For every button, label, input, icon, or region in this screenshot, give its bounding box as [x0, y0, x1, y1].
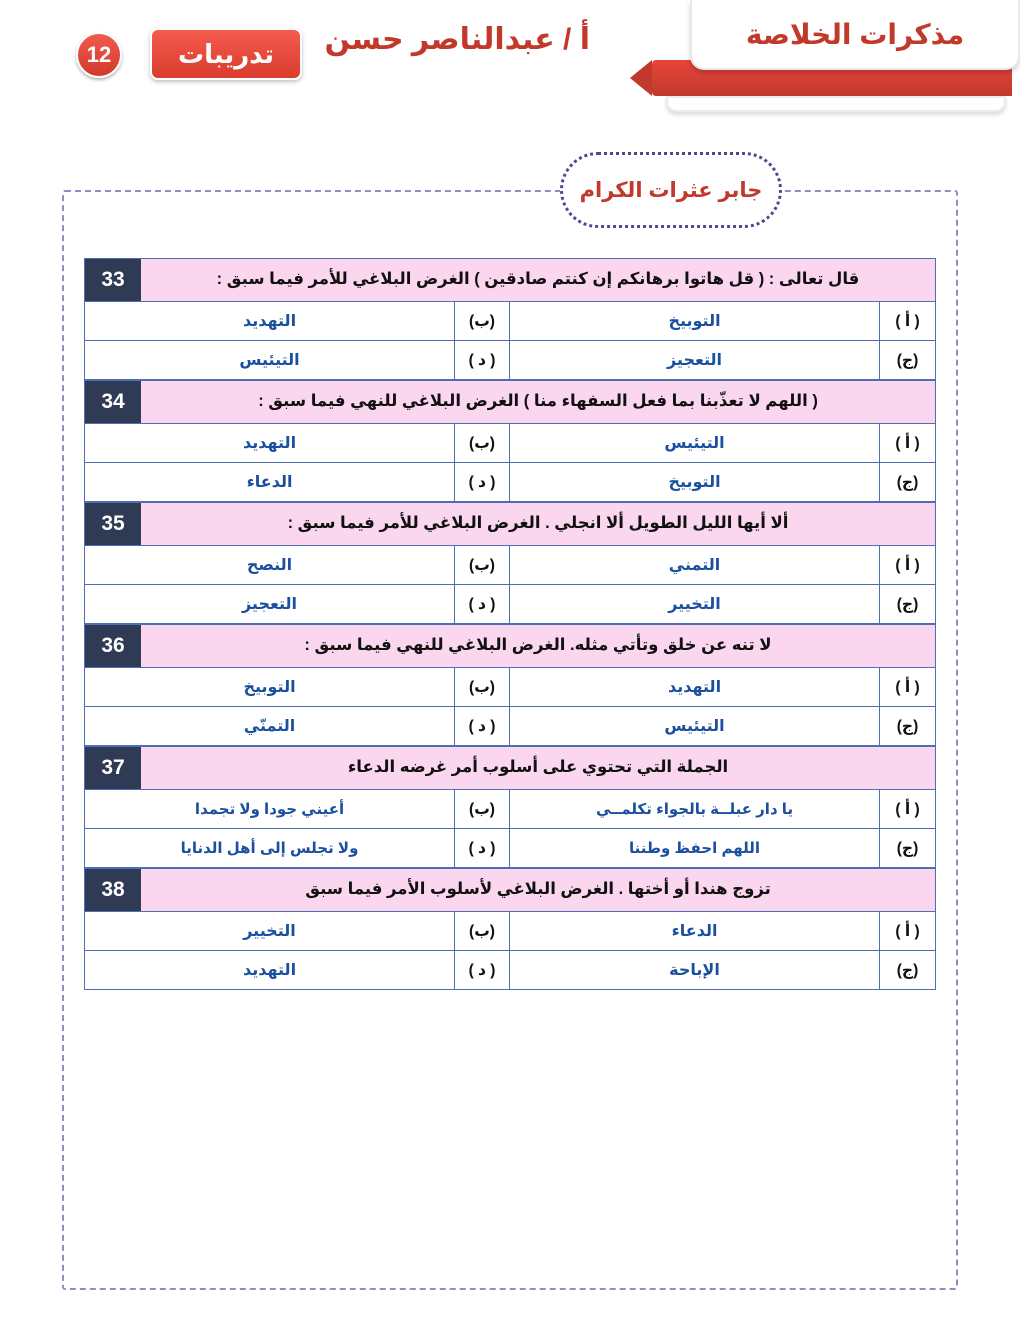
option-b[interactable] — [85, 668, 510, 706]
option-letter: (ب) — [454, 912, 510, 950]
question-header — [84, 502, 936, 545]
option-row — [84, 545, 936, 584]
option-row — [84, 423, 936, 462]
brand-ribbon — [600, 0, 1020, 118]
option-letter: (ب) — [454, 424, 510, 462]
option-c[interactable] — [510, 829, 935, 867]
option-letter: ( د ) — [454, 707, 510, 745]
option-letter: ( أ ) — [879, 302, 935, 340]
question-block — [84, 868, 936, 990]
option-letter: ( د ) — [454, 585, 510, 623]
option-row — [84, 789, 936, 828]
option-letter: ( د ) — [454, 341, 510, 379]
option-text: الدعاء — [510, 912, 879, 950]
option-d[interactable] — [85, 829, 510, 867]
option-text: التعجيز — [510, 341, 879, 379]
question-number: 35 — [85, 503, 141, 545]
questions-table — [84, 258, 936, 990]
option-c[interactable] — [510, 585, 935, 623]
option-text: التخيير — [510, 585, 879, 623]
option-b[interactable] — [85, 790, 510, 828]
option-row — [84, 950, 936, 990]
option-letter: ( د ) — [454, 829, 510, 867]
option-text: التيئيس — [510, 707, 879, 745]
question-block — [84, 380, 936, 502]
option-text: التهديد — [85, 951, 454, 989]
option-row — [84, 584, 936, 624]
option-text: التمنّي — [85, 707, 454, 745]
option-text: التيئيس — [85, 341, 454, 379]
option-c[interactable] — [510, 951, 935, 989]
option-d[interactable] — [85, 463, 510, 501]
option-letter: (ج) — [879, 341, 935, 379]
option-d[interactable] — [85, 585, 510, 623]
option-a[interactable] — [510, 668, 935, 706]
question-text: ( اللهم لا تعذّبنا بما فعل السفهاء منا ) الغرض البلاغي للنهي فيما سبق : — [141, 381, 935, 423]
option-text: يا دار عبلــة بالجواء تكلمــي — [510, 790, 879, 828]
option-letter: (ب) — [454, 302, 510, 340]
option-letter: ( أ ) — [879, 546, 935, 584]
option-a[interactable] — [510, 302, 935, 340]
option-letter: (ب) — [454, 790, 510, 828]
option-text: النصح — [85, 546, 454, 584]
option-letter: (ج) — [879, 707, 935, 745]
option-text: التهديد — [510, 668, 879, 706]
question-block — [84, 624, 936, 746]
option-text: التوبيخ — [510, 463, 879, 501]
option-text: التعجيز — [85, 585, 454, 623]
option-text: التخيير — [85, 912, 454, 950]
option-letter: (ج) — [879, 585, 935, 623]
question-number: 37 — [85, 747, 141, 789]
exercises-badge — [150, 28, 302, 80]
option-text: أعيني جودا ولا تجمدا — [85, 790, 454, 828]
option-row — [84, 706, 936, 746]
option-letter: ( د ) — [454, 951, 510, 989]
option-row — [84, 828, 936, 868]
question-number: 34 — [85, 381, 141, 423]
option-letter: (ب) — [454, 546, 510, 584]
option-letter: ( أ ) — [879, 790, 935, 828]
option-a[interactable] — [510, 912, 935, 950]
option-text: الدعاء — [85, 463, 454, 501]
option-c[interactable] — [510, 463, 935, 501]
option-letter: ( أ ) — [879, 424, 935, 462]
option-text: الإباحة — [510, 951, 879, 989]
option-text: التوبيخ — [510, 302, 879, 340]
question-number: 36 — [85, 625, 141, 667]
option-letter: ( أ ) — [879, 912, 935, 950]
option-letter: (ج) — [879, 829, 935, 867]
question-text: تزوج هندا أو أختها . الغرض البلاغي لأسلوب الأمر فيما سبق — [141, 869, 935, 911]
option-text: التهديد — [85, 424, 454, 462]
question-block — [84, 258, 936, 380]
brand-title: مذكرات الخلاصة — [745, 18, 965, 50]
option-row — [84, 340, 936, 380]
page-number-badge: 12 — [76, 32, 122, 78]
question-block — [84, 746, 936, 868]
option-text: اللهم احفظ وطننا — [510, 829, 879, 867]
option-text: التمني — [510, 546, 879, 584]
option-a[interactable] — [510, 424, 935, 462]
option-a[interactable] — [510, 546, 935, 584]
option-letter: (ج) — [879, 951, 935, 989]
question-text: ألا أيها الليل الطويل ألا انجلي . الغرض البلاغي للأمر فيما سبق : — [141, 503, 935, 545]
option-c[interactable] — [510, 341, 935, 379]
option-b[interactable] — [85, 302, 510, 340]
option-row — [84, 911, 936, 950]
option-text: التيئيس — [510, 424, 879, 462]
option-b[interactable] — [85, 424, 510, 462]
question-number: 33 — [85, 259, 141, 301]
option-row — [84, 667, 936, 706]
option-text: التوبيخ — [85, 668, 454, 706]
option-text: ولا تجلس إلى أهل الدنايا — [85, 829, 454, 867]
question-block — [84, 502, 936, 624]
option-b[interactable] — [85, 546, 510, 584]
question-header — [84, 624, 936, 667]
option-a[interactable] — [510, 790, 935, 828]
section-title-label: جابر عثرات الكرام — [579, 178, 763, 202]
ribbon-tail — [666, 96, 1006, 112]
option-row — [84, 301, 936, 340]
option-d[interactable] — [85, 951, 510, 989]
exercises-badge-label: تدريبات — [178, 38, 275, 69]
option-letter: ( د ) — [454, 463, 510, 501]
teacher-name: أ / عبدالناصر حسن — [324, 23, 590, 56]
question-text: قال تعالى : ( قل هاتوا برهانكم إن كنتم صادقين ) الغرض البلاغي للأمر فيما سبق : — [141, 259, 935, 301]
option-d[interactable] — [85, 341, 510, 379]
page-header — [0, 0, 1020, 120]
question-header — [84, 746, 936, 789]
option-row — [84, 462, 936, 502]
option-c[interactable] — [510, 707, 935, 745]
question-header — [84, 868, 936, 911]
question-text: الجملة التي تحتوي على أسلوب أمر غرضه الدعاء — [141, 747, 935, 789]
option-d[interactable] — [85, 707, 510, 745]
question-number: 38 — [85, 869, 141, 911]
question-header — [84, 258, 936, 301]
option-text: التهديد — [85, 302, 454, 340]
option-letter: (ج) — [879, 463, 935, 501]
section-title — [560, 152, 782, 228]
question-header — [84, 380, 936, 423]
option-letter: (ب) — [454, 668, 510, 706]
option-letter: ( أ ) — [879, 668, 935, 706]
option-b[interactable] — [85, 912, 510, 950]
ribbon-title-plate — [690, 0, 1020, 70]
question-text: لا تنه عن خلق وتأتي مثله. الغرض البلاغي للنهي فيما سبق : — [141, 625, 935, 667]
